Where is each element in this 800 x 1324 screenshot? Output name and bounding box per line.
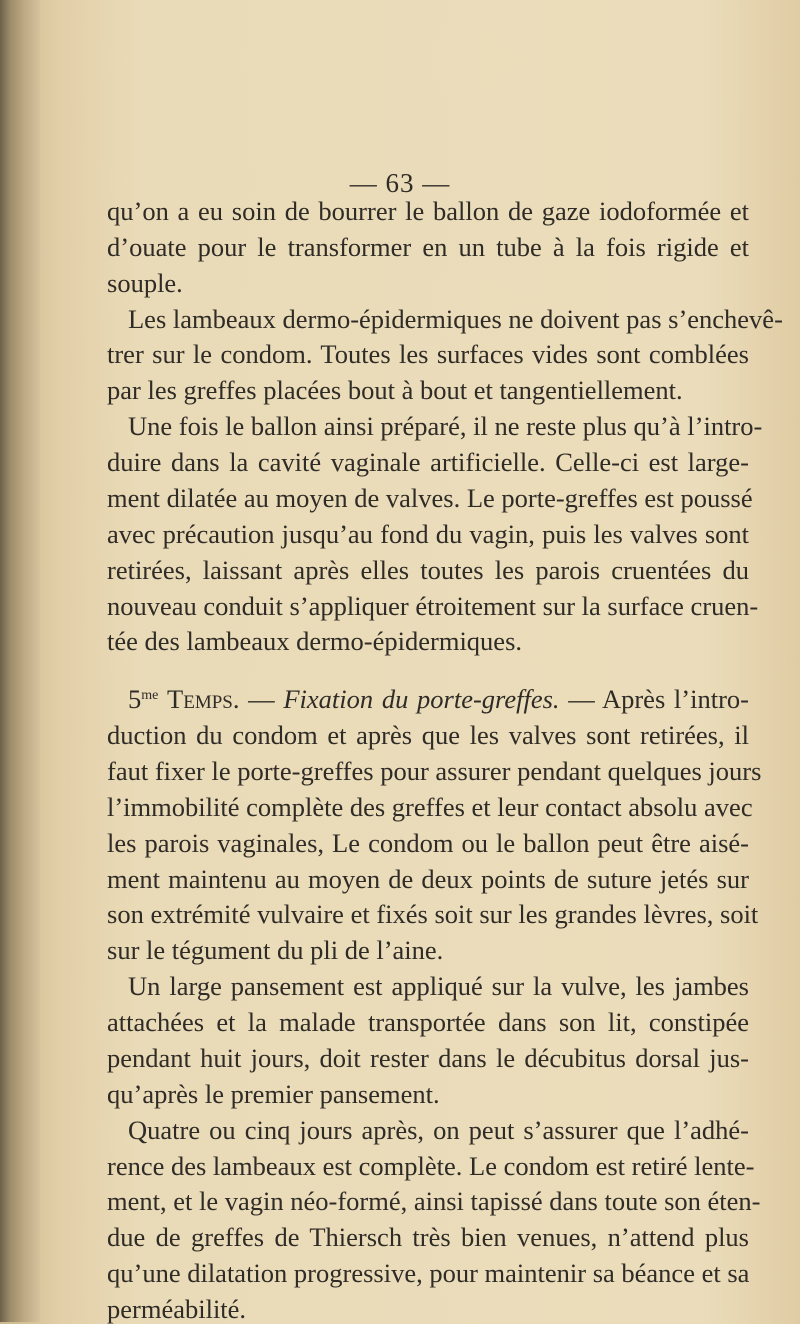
text-line: due de greffes de Thiersch très bien venues, n’attend plus <box>107 1222 749 1252</box>
text-line: retirées, laissant après elles toutes les parois cruentées du <box>107 555 749 585</box>
section-heading-line <box>128 686 749 713</box>
text-line: d’ouate pour le transformer en un tube à la fois rigide et <box>107 232 749 262</box>
text-line: Un large pansement est appliqué sur la vulve, les jambes <box>128 971 749 1001</box>
text-line: avec précaution jusqu’au fond du vagin, puis les valves sont <box>107 519 749 549</box>
text-line: par les greffes placées bout à bout et tangentiellement. <box>107 375 683 405</box>
text-line: trer sur le condom. Toutes les surfaces vides sont comblées <box>107 339 749 369</box>
text-line: son extrémité vulvaire et fixés soit sur les grandes lèvres, soit <box>107 899 759 929</box>
text-line: qu’on a eu soin de bourrer le ballon de gaze iodoformée et <box>107 196 749 226</box>
page-number: — 63 — <box>349 168 451 198</box>
text-line: Quatre ou cinq jours après, on peut s’assurer que l’adhé- <box>128 1115 749 1145</box>
section-dash: — <box>239 684 284 714</box>
text-line: ment, et le vagin néo-formé, ainsi tapissé dans toute son éten- <box>107 1186 761 1216</box>
section-number-suffix: me <box>141 688 159 703</box>
text-line: pendant huit jours, doit rester dans le décubitus dorsal jus- <box>107 1043 749 1073</box>
section-number: 5 <box>128 684 142 714</box>
text-line: qu’après le premier pansement. <box>107 1079 440 1109</box>
text-line: tée des lambeaux dermo-épidermiques. <box>107 626 523 656</box>
text-line: nouveau conduit s’appliquer étroitement sur la surface cruen- <box>107 591 759 621</box>
text-line: ment dilatée au moyen de valves. Le porte-greffes est poussé <box>107 483 753 513</box>
text-line: Une fois le ballon ainsi préparé, il ne reste plus qu’à l’intro- <box>128 411 763 441</box>
section-text: Après l’intro- <box>601 684 749 714</box>
text-line: duire dans la cavité vaginale artificielle. Celle-ci est large- <box>107 447 749 477</box>
text-line: ment maintenu au moyen de deux points de suture jetés sur <box>107 864 749 894</box>
text-line: faut fixer le porte-greffes pour assurer pendant quelques jours <box>107 756 762 786</box>
text-line: souple. <box>107 268 183 298</box>
text-line: perméabilité. <box>107 1294 247 1324</box>
text-line: attachées et la malade transportée dans son lit, constipée <box>107 1007 749 1037</box>
text-line: Les lambeaux dermo-épidermiques ne doivent pas s’enchevê- <box>128 304 783 334</box>
section-dash: — <box>559 684 602 714</box>
text-line: l’immobilité complète des greffes et leur contact absolu avec <box>107 792 753 822</box>
text-line: sur le tégument du pli de l’aine. <box>107 935 444 965</box>
text-line: rence des lambeaux est complète. Le condom est retiré lente- <box>107 1151 755 1181</box>
text-line: les parois vaginales, Le condom ou le ballon peut être aisé- <box>107 828 749 858</box>
text-line: duction du condom et après que les valves sont retirées, il <box>107 720 749 750</box>
section-label: Temps. <box>167 684 240 714</box>
section-title: Fixation du porte-greffes. <box>283 684 560 714</box>
text-line: qu’une dilatation progressive, pour maintenir sa béance et sa <box>107 1258 750 1288</box>
